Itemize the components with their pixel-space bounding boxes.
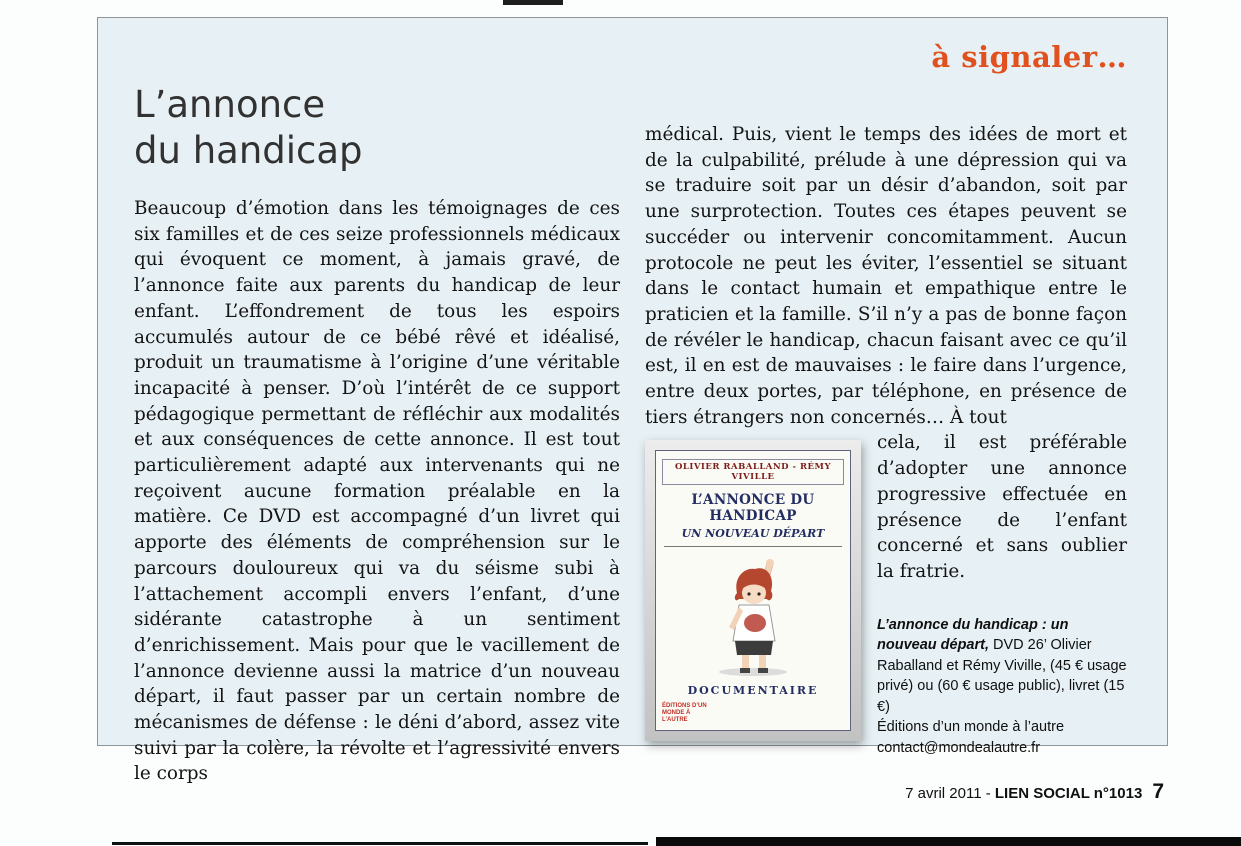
dvd-authors: OLIVIER RABALLAND - RÉMY VIVILLE <box>662 459 844 485</box>
scan-artifact-top <box>503 0 563 5</box>
magazine-page <box>97 17 1168 785</box>
caption-email: contact@mondealautre.fr <box>877 739 1041 756</box>
dvd-illustration <box>662 553 844 681</box>
article-title-line2: du handicap <box>134 129 363 172</box>
column-right <box>645 78 1127 787</box>
dvd-cover <box>655 450 851 731</box>
dvd-genre: DOCUMENTAIRE <box>687 684 819 698</box>
article-title <box>134 82 620 174</box>
footer-page-number: 7 <box>1152 780 1164 803</box>
article-paragraph-col2-part1: médical. Puis, vient le temps des idées de mort et de la culpabilité, prélude à une dépression qui va se traduire soit par un désir d’abandon, soit par une surprotection. Toutes ces étapes peuvent se succéder ou intervenir concomitamment. Aucun protocole ne peut les éviter, l’essentiel se situant dans le contact humain et empathique entre le praticien et la famille. S’il n’y a pas de bonne façon de révéler le handicap, chacun faisant avec ce qu’il est, il en est de mauvaises : le faire dans l’urgence, entre deux portes, par téléphone, en présence de tiers étrangers non concernés… À tout <box>645 124 1127 428</box>
scan-artifact-bottom-right <box>656 837 1241 846</box>
caption-title: L’annonce du handicap : un nouveau départ, <box>877 616 1069 654</box>
scan-artifact-bottom-left <box>112 842 648 845</box>
article-paragraph-col1: Beaucoup d’émotion dans les témoignages de ces six familles et de ces seize professionnels médicaux qui évoquent ce moment, à jamais gravé, de l’annonce faite aux parents du handicap de leur enfant. L’effondrement de tous les espoirs accumulés autour de ce bébé rêvé et idéalisé, produit un traumatisme à l’origine d’une véritable incapacité à penser. D’où l’intérêt de ce support pédagogique permettant de réfléchir aux modalités et aux conséquences de cette annonce. Il est tout particulièrement adapté aux intervenants qui ne reçoivent aucune formation préalable en la matière. Ce DVD est accompagné d’un livret qui apporte des éléments de compréhension sur le parcours douloureux qui va du séisme subi à l’attachement accompli envers l’enfant, d’une sidérante catastrophe à un sentiment d’enrichissement. Mais pour que le vacillement de l’annonce devienne aussi la matrice d’un nouveau départ, il faut passer par un certain nombre de mécanismes de défense : le déni d’abord, assez vite suivi par la colère, la révolte et l’agressivité envers le corps <box>134 198 620 785</box>
section-label: à signaler… <box>931 40 1127 74</box>
footer-magazine: LIEN SOCIAL n°1013 <box>994 785 1143 802</box>
article-title-line1: L’annonce <box>134 83 326 126</box>
article-paragraph-col2-part2: cela, il est préférable d’adopter une annonce progressive effectuée en présence de l’enfant concerné et sans oublier la fratrie. <box>877 432 1127 582</box>
dvd-cover-photo <box>645 440 861 741</box>
footer-date: 7 avril 2011 - <box>905 785 995 802</box>
page-footer <box>905 780 1164 804</box>
caption-publisher: Éditions d’un monde à l’autre <box>877 719 1065 736</box>
dvd-subtitle: UN NOUVEAU DÉPART <box>681 527 825 541</box>
dvd-title: L’ANNONCE DU HANDICAP <box>691 492 815 525</box>
caption-details: DVD 26’ Olivier Raballand et Rémy Viville, (45 € usage privé) ou (60 € usage public), livret (15 €) <box>877 637 1127 715</box>
dvd-publisher-logo: ÉDITIONS D’UN MONDE À L’AUTRE <box>662 703 707 724</box>
article-columns <box>134 78 1127 787</box>
column-left <box>134 78 620 787</box>
manga-girl-drawing <box>662 553 844 681</box>
dvd-rule <box>664 546 842 547</box>
section-header <box>134 40 1127 78</box>
